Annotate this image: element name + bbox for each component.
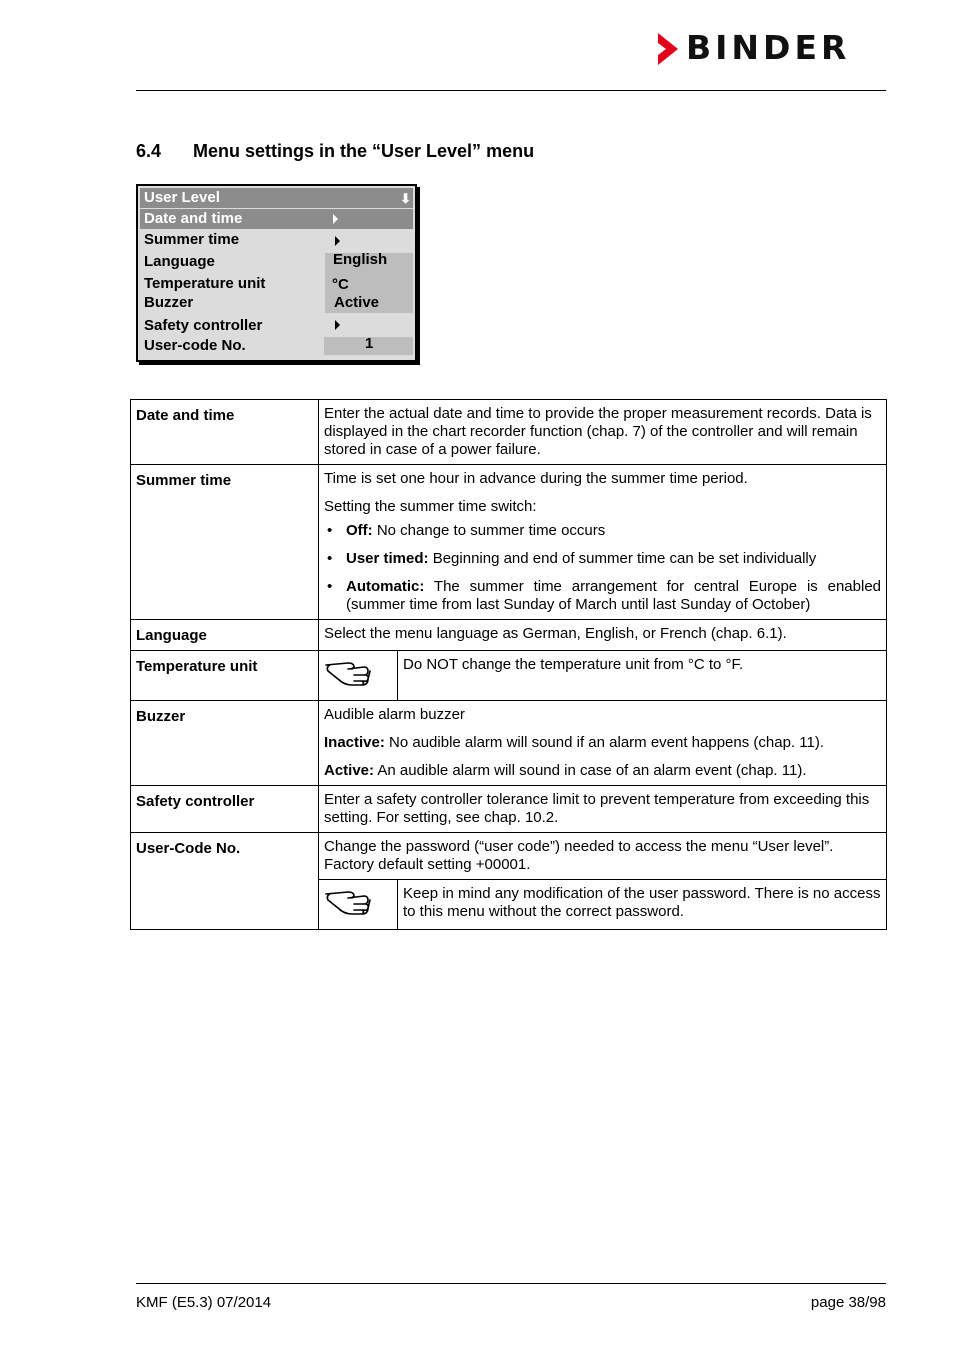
header-rule xyxy=(136,90,886,91)
row-description xyxy=(319,651,887,701)
hand-icon xyxy=(319,880,398,930)
row-description: Enter a safety controller tolerance limit to prevent temperature from exceeding this setting. For setting, see chap. 10.2. xyxy=(319,786,887,833)
row-label: Summer time xyxy=(131,465,319,620)
display-row-label: Safety controller xyxy=(144,317,263,334)
display-row-language xyxy=(138,252,415,272)
display-row-label: Summer time xyxy=(144,231,240,248)
row-label: User-Code No. xyxy=(131,833,319,930)
submenu-arrow-icon xyxy=(335,320,340,330)
note-text: Do NOT change the temperature unit from °C to °F. xyxy=(398,651,887,700)
hand-icon xyxy=(319,651,398,700)
option-term: Automatic: xyxy=(346,578,425,595)
option-term: User timed: xyxy=(346,550,429,567)
list-item xyxy=(324,550,881,568)
table-row xyxy=(131,620,887,651)
option-text: An audible alarm will sound in case of an alarm event (chap. 11). xyxy=(377,762,807,779)
brand-name: BINDER xyxy=(686,28,851,67)
row-label: Safety controller xyxy=(131,786,319,833)
row-description xyxy=(319,701,887,786)
display-row-label: Buzzer xyxy=(144,294,194,311)
scroll-down-icon: ⬇ xyxy=(400,191,411,206)
option-term: Active: xyxy=(324,762,375,779)
list-item xyxy=(324,578,881,614)
display-row-summer-time xyxy=(138,230,415,250)
settings-table xyxy=(130,399,887,930)
controller-display xyxy=(136,184,417,362)
table-row xyxy=(131,701,887,786)
option-text: Beginning and end of summer time can be set individually xyxy=(432,550,817,567)
note-box xyxy=(319,651,886,700)
option-text: The summer time arrangement for central Europe is enabled (summer time from last Sunday of March until last Sunday of October) xyxy=(346,578,882,613)
section-heading: Menu settings in the “User Level” menu xyxy=(193,141,535,161)
option-term: Inactive: xyxy=(324,734,385,751)
table-row xyxy=(131,651,887,701)
display-row-label: Temperature unit xyxy=(144,275,266,292)
summer-time-setting: Setting the summer time switch: xyxy=(324,498,537,515)
display-row-user-code xyxy=(138,336,415,356)
row-description: Select the menu language as German, English, or French (chap. 6.1). xyxy=(319,620,887,651)
binder-logo xyxy=(656,30,888,66)
row-description: Enter the actual date and time to provide the proper measurement records. Data is displayed in the chart recorder function (chap. 7) of the controller and will remain stored in case of a power failure. xyxy=(319,400,887,465)
note-box xyxy=(319,879,886,929)
logo-arrow-icon xyxy=(656,33,680,65)
row-label: Temperature unit xyxy=(131,651,319,701)
summer-time-options xyxy=(324,522,881,614)
display-row-value: °C xyxy=(332,276,349,293)
note-text: Keep in mind any modification of the user password. There is no access to this menu without the correct password. xyxy=(398,880,887,930)
display-row-label: Date and time xyxy=(144,210,243,227)
display-row-label: Language xyxy=(144,253,215,270)
display-row-temperature-unit xyxy=(138,274,415,294)
row-label: Buzzer xyxy=(131,701,319,786)
submenu-arrow-icon xyxy=(335,236,340,246)
row-label: Date and time xyxy=(131,400,319,465)
display-title: User Level xyxy=(144,189,220,206)
option-text: No change to summer time occurs xyxy=(376,522,606,539)
section-title xyxy=(136,141,534,162)
footer-rule xyxy=(136,1283,886,1284)
list-item xyxy=(324,522,881,540)
display-row-value: English xyxy=(333,251,388,268)
section-number: 6.4 xyxy=(136,141,162,161)
buzzer-active xyxy=(324,762,881,780)
display-title-bar xyxy=(140,188,413,208)
display-row-buzzer xyxy=(138,293,415,313)
table-row xyxy=(131,400,887,465)
buzzer-inactive xyxy=(324,734,881,752)
user-code-text: Change the password (“user code”) needed to access the menu “User level”. Factory default setting +00001. xyxy=(324,838,834,873)
row-description xyxy=(319,465,887,620)
option-term: Off: xyxy=(346,522,373,539)
page-number: page 38/98 xyxy=(810,1294,886,1311)
table-row xyxy=(131,786,887,833)
display-row-date-time xyxy=(140,209,413,229)
submenu-arrow-icon xyxy=(333,214,338,224)
option-text: No audible alarm will sound if an alarm event happens (chap. 11). xyxy=(389,734,824,751)
display-row-value: Active xyxy=(334,294,380,311)
display-row-value: 1 xyxy=(365,335,374,352)
buzzer-intro: Audible alarm buzzer xyxy=(324,706,465,723)
table-row xyxy=(131,833,887,930)
display-row-safety-controller xyxy=(138,316,415,336)
summer-time-intro: Time is set one hour in advance during the summer time period. xyxy=(324,470,748,487)
document-id: KMF (E5.3) 07/2014 xyxy=(136,1294,272,1311)
row-description xyxy=(319,833,887,930)
row-label: Language xyxy=(131,620,319,651)
table-row xyxy=(131,465,887,620)
display-row-label: User-code No. xyxy=(144,337,246,354)
